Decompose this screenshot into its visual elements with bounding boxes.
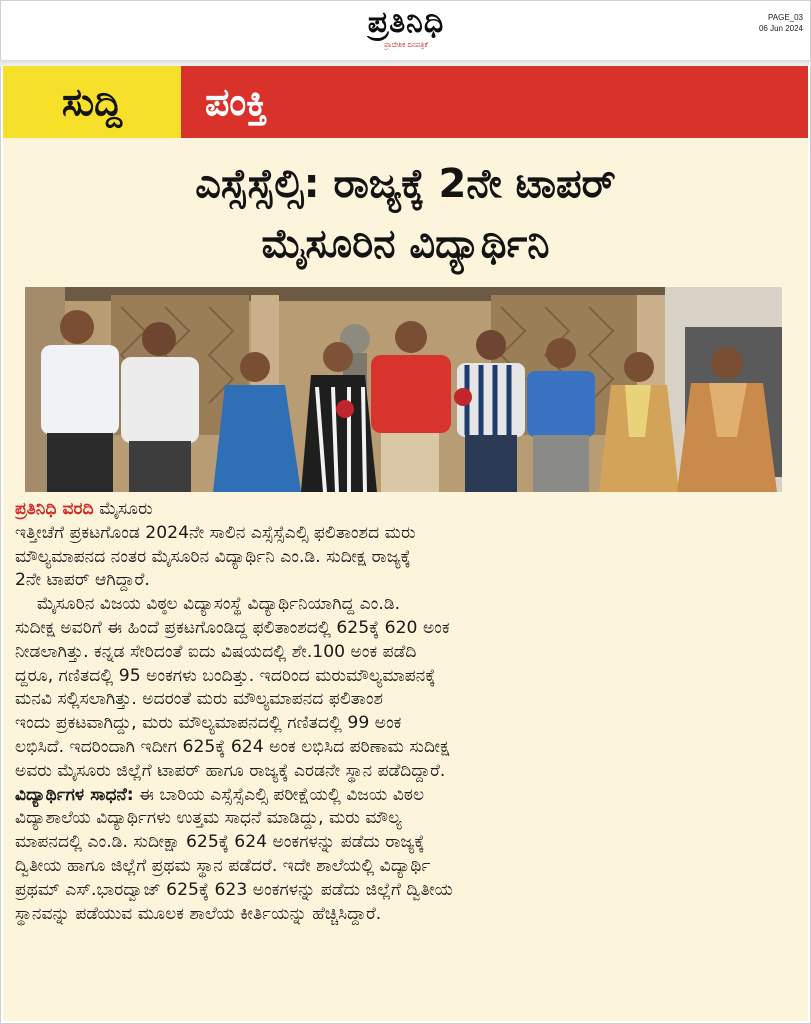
article-line: ಸ್ಥಾನವನ್ನು ಪಡೆಯುವ ಮೂಲಕ ಶಾಲೆಯ ಕೀರ್ತಿಯನ್ನು ಹೆಚ್ಚಿಸಿದ್ದಾರೆ. — [15, 903, 382, 924]
page-number: PAGE_03 — [768, 13, 803, 22]
article-line: ಸುದೀಕ್ಷ ಅವರಿಗೆ ಈ ಹಿಂದೆ ಪ್ರಕಟಗೊಂಡಿದ್ದ ಫಲಿತಾಂಶದಲ್ಲಿ 625ಕ್ಕೆ 620 ಅಂಕ — [15, 617, 450, 638]
subhead-rest: ಈ ಬಾರಿಯ ಎಸ್ಸೆಸ್ಸೆಎಲ್ಸಿ ಪರೀಕ್ಷೆಯಲ್ಲಿ ವಿಜಯ ವಿಠಲ — [133, 784, 425, 805]
article-line: ವಿದ್ಯಾಶಾಲೆಯ ವಿದ್ಯಾರ್ಥಿಗಳು ಉತ್ತಮ ಸಾಧನೆ ಮಾಡಿದ್ದು, ಮರು ಮೌಲ್ಯ — [15, 808, 402, 829]
headline-line-1: ಎಸ್ಸೆಸ್ಸೆಲ್ಸಿ: ರಾಜ್ಯಕ್ಕೆ 2ನೇ ಟಾಪರ್ — [195, 161, 616, 207]
banner-right-label: ಪಂಕ್ತಿ — [181, 66, 808, 138]
article-line: ದ್ದರೂ, ಗಣಿತದಲ್ಲಿ 95 ಅಂಕಗಳು ಬಂದಿತ್ತು. ಇದರಿಂದ ಮರುಮೌಲ್ಯಮಾಪನಕ್ಕೆ — [15, 665, 436, 686]
article-line: ಮಾಪನದಲ್ಲಿ ಎಂ.ಡಿ. ಸುದೀಕ್ಷಾ 625ಕ್ಕೆ 624 ಅಂಕಗಳನ್ನು ಪಡೆದು ರಾಜ್ಯಕ್ಕೆ — [15, 832, 425, 853]
group-photo-illustration — [25, 287, 782, 492]
newspaper-logo — [326, 6, 486, 50]
subhead-line — [15, 784, 795, 808]
logo-title: ಪ್ರತಿನಿಧಿ — [367, 5, 445, 40]
article-line: ಇತ್ತೀಚೆಗೆ ಪ್ರಕಟಗೊಂಡ 2024ನೇ ಸಾಲಿನ ಎಸ್ಸೆಸ್ಸೆಎಲ್ಸಿ ಫಲಿತಾಂಶದ ಮರು — [15, 522, 416, 543]
article-body — [15, 498, 795, 926]
news-clipping — [3, 66, 808, 1021]
byline-place: ಮೈಸೂರು — [93, 499, 153, 519]
article-line: 2ನೇ ಟಾಪರ್ ಆಗಿದ್ದಾರೆ. — [15, 570, 150, 591]
headline-line-2: ಮೈಸೂರಿನ ವಿದ್ಯಾರ್ಥಿನಿ — [261, 221, 550, 267]
byline-brand: ಪ್ರತಿನಿಧಿ ವರದಿ — [15, 499, 94, 519]
article-line: ಪ್ರಥಮ್ ಎಸ್.ಭಾರದ್ವಾಜ್ 625ಕ್ಕೆ 623 ಅಂಕಗಳನ್ನು ಪಡೆದು ಜಿಲ್ಲೆಗೆ ದ್ವಿತೀಯ — [15, 879, 454, 900]
section-banner — [3, 66, 808, 138]
byline — [15, 498, 795, 522]
article-line: ನೀಡಲಾಗಿತ್ತು. ಕನ್ನಡ ಸೇರಿದಂತೆ ಐದು ವಿಷಯದಲ್ಲಿ ಶೇ.100 ಅಂಕ ಪಡೆದಿ — [15, 641, 417, 662]
article-line: ಮೌಲ್ಯಮಾಪನದ ನಂತರ ಮೈಸೂರಿನ ವಿದ್ಯಾರ್ಥಿನಿ ಎಂ.ಡಿ. ಸುದೀಕ್ಷ ರಾಜ್ಯಕ್ಕೆ — [15, 546, 411, 567]
article-headline — [3, 154, 808, 274]
article-line: ಮನವಿ ಸಲ್ಲಿಸಲಾಗಿತ್ತು. ಅದರಂತೆ ಮರು ಮೌಲ್ಯಮಾಪನದ ಫಲಿತಾಂಶ — [15, 689, 384, 710]
news-photo — [25, 287, 782, 492]
article-line: ಇಂದು ಪ್ರಕಟವಾಗಿದ್ದು, ಮರು ಮೌಲ್ಯಮಾಪನದಲ್ಲಿ ಗಣಿತದಲ್ಲಿ 99 ಅಂಕ — [15, 713, 402, 734]
page-meta — [759, 12, 803, 34]
article-line: ಅವರು ಮೈಸೂರು ಜಿಲ್ಲೆಗೆ ಟಾಪರ್ ಹಾಗೂ ರಾಜ್ಯಕ್ಕೆ ಎರಡನೇ ಸ್ಥಾನ ಪಡೆದಿದ್ದಾರೆ. — [15, 760, 446, 781]
article-line: ದ್ವಿತೀಯ ಹಾಗೂ ಜಿಲ್ಲೆಗೆ ಪ್ರಥಮ ಸ್ಥಾನ ಪಡೆದರೆ. ಇದೇ ಶಾಲೆಯಲ್ಲಿ ವಿದ್ಯಾರ್ಥಿ — [15, 855, 431, 876]
masthead — [0, 0, 811, 60]
banner-left-label: ಸುದ್ದಿ — [3, 66, 181, 138]
logo-tagline: ಪ್ರಾದೇಶಿಕ ದಿನಪತ್ರಿಕೆ — [384, 41, 428, 49]
article-line: ಲಭಿಸಿದೆ. ಇದರಿಂದಾಗಿ ಇದೀಗ 625ಕ್ಕೆ 624 ಅಂಕ ಲಭಿಸಿದ ಪರಿಣಾಮ ಸುದೀಕ್ಷ — [15, 736, 450, 757]
article-subhead: ವಿದ್ಯಾರ್ಥಿಗಳ ಸಾಧನೆ: — [15, 784, 134, 805]
issue-date: 06 Jun 2024 — [758, 24, 803, 33]
article-line: ಮೈಸೂರಿನ ವಿಜಯ ವಿಠ್ಠಲ ವಿದ್ಯಾಸಂಸ್ಥೆ ವಿದ್ಯಾರ್ಥಿನಿಯಾಗಿದ್ದ ಎಂ.ಡಿ. — [15, 594, 401, 615]
